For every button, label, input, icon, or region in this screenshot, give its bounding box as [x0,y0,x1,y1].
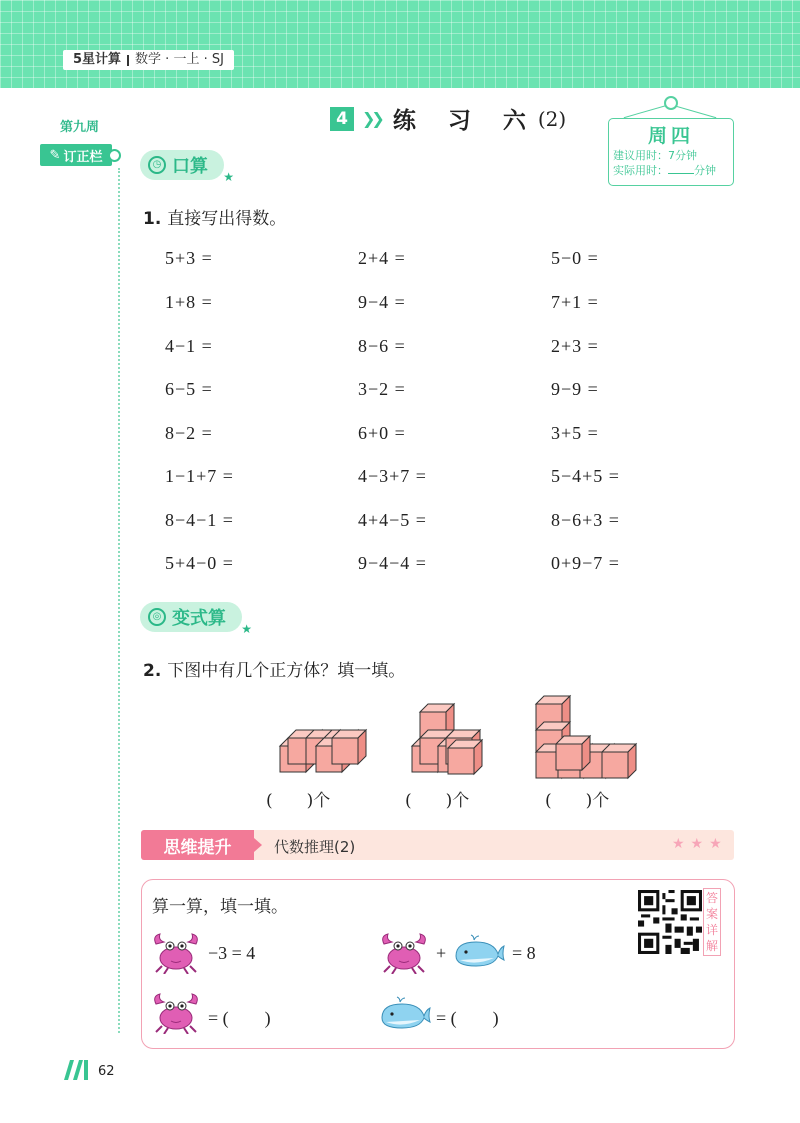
figure-3-answer[interactable]: ( )个 [545,791,610,811]
figure-1-answer[interactable]: ( )个 [266,791,331,811]
difficulty-stars: ★★★ [672,836,728,852]
cube-figures [260,690,660,780]
equation-2-result: = 8 [512,943,536,963]
week-label: 第九周 [60,120,100,135]
arithmetic-problem[interactable]: 4−1 = [165,336,213,356]
arithmetic-problem[interactable]: 5−4+5 = [551,466,620,486]
brand-logo-icon [64,1060,96,1080]
lesson-number: 4 [330,107,354,131]
crab-icon [150,930,202,974]
star-icon: ★ [223,170,234,184]
thinking-tag: 思维提升 [141,830,254,860]
equation-4[interactable]: = ( ) [436,1008,499,1028]
arithmetic-problem[interactable]: 4−3+7 = [358,466,427,486]
cube-figure-2 [412,704,482,774]
suggested-time: 建议用时：7分钟 [613,149,697,162]
thinking-notch [254,838,262,852]
arithmetic-problem[interactable]: 6+0 = [358,423,406,443]
lesson-title [330,102,566,135]
arithmetic-problem[interactable]: 8−2 = [165,423,213,443]
puzzle-title: 算一算，填一填。 [152,897,288,917]
subject-label: 数学 · 一上 · SJ [135,52,224,67]
star-icon: ★ [241,622,252,636]
arithmetic-problem[interactable]: 5+4−0 = [165,553,234,573]
series-tag [63,50,234,70]
arithmetic-problem[interactable]: 5+3 = [165,248,213,268]
header-band [0,0,800,88]
weekday-label: 周四 [647,125,694,147]
arithmetic-problem[interactable]: 2+4 = [358,248,406,268]
actual-time-blank[interactable] [668,164,694,174]
arithmetic-problem[interactable]: 7+1 = [551,292,599,312]
arithmetic-problem[interactable]: 5−0 = [551,248,599,268]
question-2-text: 下图中有几个正方体？填一填。 [167,661,406,681]
chevron-right-icon: ❯❯ [362,109,381,128]
arithmetic-problem[interactable]: 1−1+7 = [165,466,234,486]
question-1-title [143,204,286,229]
lesson-name: 练 习 六 [392,107,538,134]
lesson-part: (2) [537,106,567,131]
question-2-number: 2. [143,661,162,681]
crab-icon [378,930,430,974]
cube-figure-3 [536,696,636,778]
equation-3[interactable]: = ( ) [208,1008,271,1028]
arithmetic-problem[interactable]: 6−5 = [165,379,213,399]
pencil-icon: ✎ [49,147,61,163]
arithmetic-problem[interactable]: 9−9 = [551,379,599,399]
plus-sign: + [436,943,447,963]
arithmetic-problem[interactable]: 4+4−5 = [358,510,427,530]
card-string-left [624,104,670,118]
arithmetic-problem[interactable]: 2+3 = [551,336,599,356]
sidebar-dot [108,149,121,162]
arithmetic-problem[interactable]: 8−6 = [358,336,406,356]
section-variant-label: 变式算 [172,608,226,629]
arithmetic-problem[interactable]: 1+8 = [165,292,213,312]
page-number: 62 [98,1064,115,1079]
section-oral-label: 口算 [172,156,208,177]
day-card [608,118,734,186]
question-1-text: 直接写出得数。 [167,209,287,229]
section-variant-badge [140,602,252,636]
arithmetic-problem[interactable]: 9−4−4 = [358,553,427,573]
target-icon: ◎ [148,608,166,626]
sidebar-dotted-line [118,168,120,1033]
cube-figure-1 [280,730,366,772]
question-2-title [143,656,405,681]
arithmetic-problem[interactable]: 0+9−7 = [551,553,620,573]
whale-icon [452,934,506,972]
arithmetic-problem[interactable]: 8−6+3 = [551,510,620,530]
question-1-number: 1. [143,209,162,229]
series-name: 5星计算 [73,52,122,67]
stopwatch-icon: ◷ [148,156,166,174]
correction-column-tag [40,144,112,166]
arithmetic-problem[interactable]: 8−4−1 = [165,510,234,530]
actual-time-row [613,163,733,178]
actual-time-label: 实际用时： [613,164,668,177]
actual-time-unit: 分钟 [694,164,716,177]
equation-1: −3 = 4 [208,943,256,963]
card-hook [664,96,678,110]
answer-explanation-label: 答案详解 [703,888,721,956]
arithmetic-problem[interactable]: 3+5 = [551,423,599,443]
arithmetic-problem[interactable]: 9−4 = [358,292,406,312]
whale-icon [378,996,432,1034]
correction-label: 订正栏 [63,149,103,165]
separator [127,55,129,66]
section-oral-badge [140,150,234,184]
arithmetic-problem[interactable]: 3−2 = [358,379,406,399]
thinking-topic: 代数推理(2) [274,838,356,856]
qr-code-icon[interactable] [638,890,702,954]
figure-2-answer[interactable]: ( )个 [405,791,470,811]
crab-icon [150,990,202,1034]
